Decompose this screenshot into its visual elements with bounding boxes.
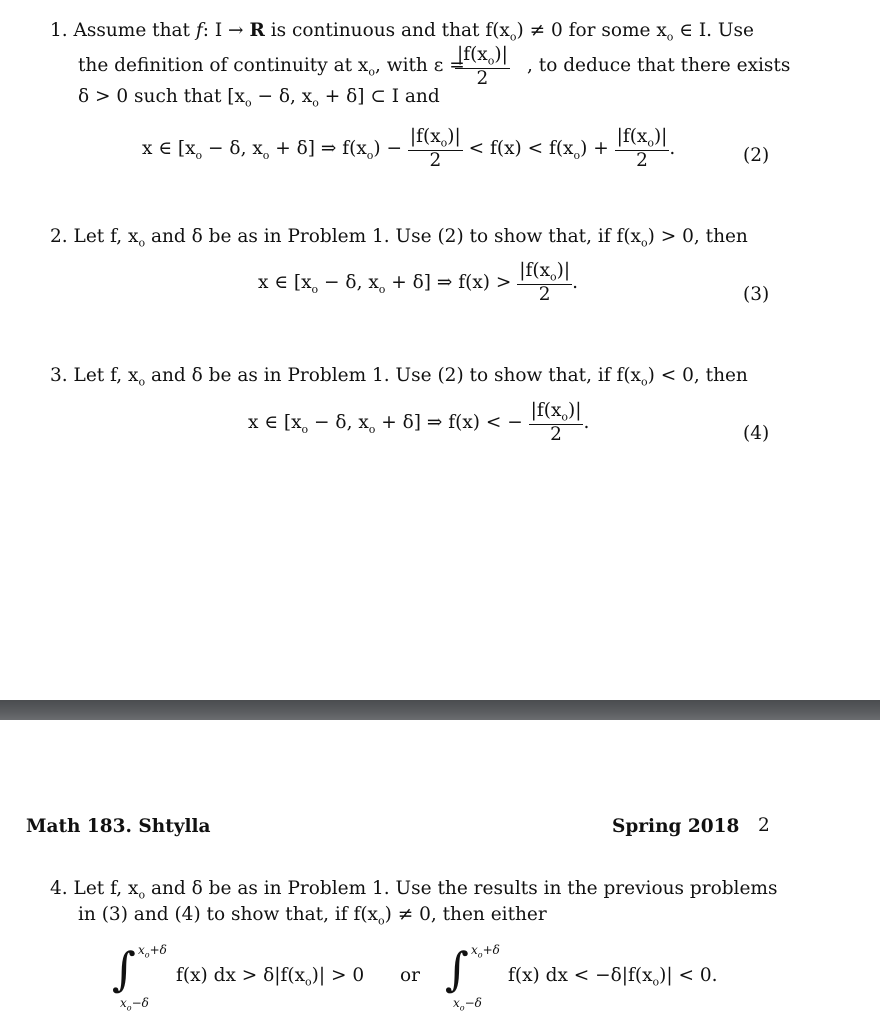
integral-2-expression: f(x) dx < $-\delta|f(x_o)| < 0$. <box>508 965 718 989</box>
integral-2-upper-limit: $x_o+\delta$ <box>471 943 500 960</box>
problem-3-text: 3. Let f, $x_o$ and δ be as in Problem 1. Use (2) to show that, if $f(x_o) < 0$, then <box>50 365 748 389</box>
equation-2: x ∈ [$x_o - \delta$, $x_o + \delta$] ⇒ $f(x_o)$ − $\frac{|f(x_o)|}{2}$ < $f(x) < f(x_o)$ + $\frac{|f(x_o)|}{2}$ . <box>142 126 676 171</box>
problem-2-text: 2. Let f, $x_o$ and δ be as in Problem 1. Use (2) to show that, if $f(x_o) > 0$, then <box>50 226 748 250</box>
integral-1-lower-limit: $x_o-\delta$ <box>120 996 149 1013</box>
equation-4-number: (4) <box>743 423 770 444</box>
integral-1-upper-limit: $x_o+\delta$ <box>138 943 167 960</box>
page-separator <box>0 700 880 720</box>
equation-2-number: (2) <box>743 145 770 166</box>
equation-3: x ∈ [$x_o - \delta$, $x_o + \delta$] ⇒ f(x) > $\frac{|f(x_o)|}{2}$ . <box>258 260 578 305</box>
problem-1-line-2: the definition of continuity at $x_o$, with ε = <box>78 55 465 79</box>
page-number: 2 <box>758 815 770 836</box>
equation-4: x ∈ [$x_o - \delta$, $x_o + \delta$] ⇒ f(x) < − $\frac{|f(x_o)|}{2}$ . <box>248 400 590 445</box>
problem-1-line-1: 1. Assume that f: I → R is continuous and that $f(x_o) \ne 0$ for some $x_o$ ∈ I. Use <box>50 20 754 44</box>
header-term: Spring 2018 <box>612 816 740 837</box>
page-2 <box>0 720 880 1024</box>
problem-1-line-2-end: , to deduce that there exists <box>527 55 791 76</box>
problem-1-line-3: δ > 0 such that [$x_o - \delta$, $x_o + \delta$] ⊂ I and <box>78 86 440 110</box>
integral-sign-1: ∫ <box>112 942 136 996</box>
equation-3-number: (3) <box>743 284 770 305</box>
epsilon-fraction: $\frac{|f(x_o)|}{2}$ <box>457 44 508 89</box>
problem-4-line-2: in (3) and (4) to show that, if $f(x_o) \ne 0$, then either <box>78 904 547 928</box>
problem-4-line-1: 4. Let f, $x_o$ and δ be as in Problem 1. Use the results in the previous problems <box>50 878 778 902</box>
integral-2-lower-limit: $x_o-\delta$ <box>453 996 482 1013</box>
integral-sign-2: ∫ <box>445 942 469 996</box>
or-connector: or <box>400 965 420 986</box>
header-course: Math 183. Shtylla <box>26 816 211 837</box>
integral-1-expression: f(x) dx > $\delta|f(x_o)| > 0$ <box>176 965 365 989</box>
